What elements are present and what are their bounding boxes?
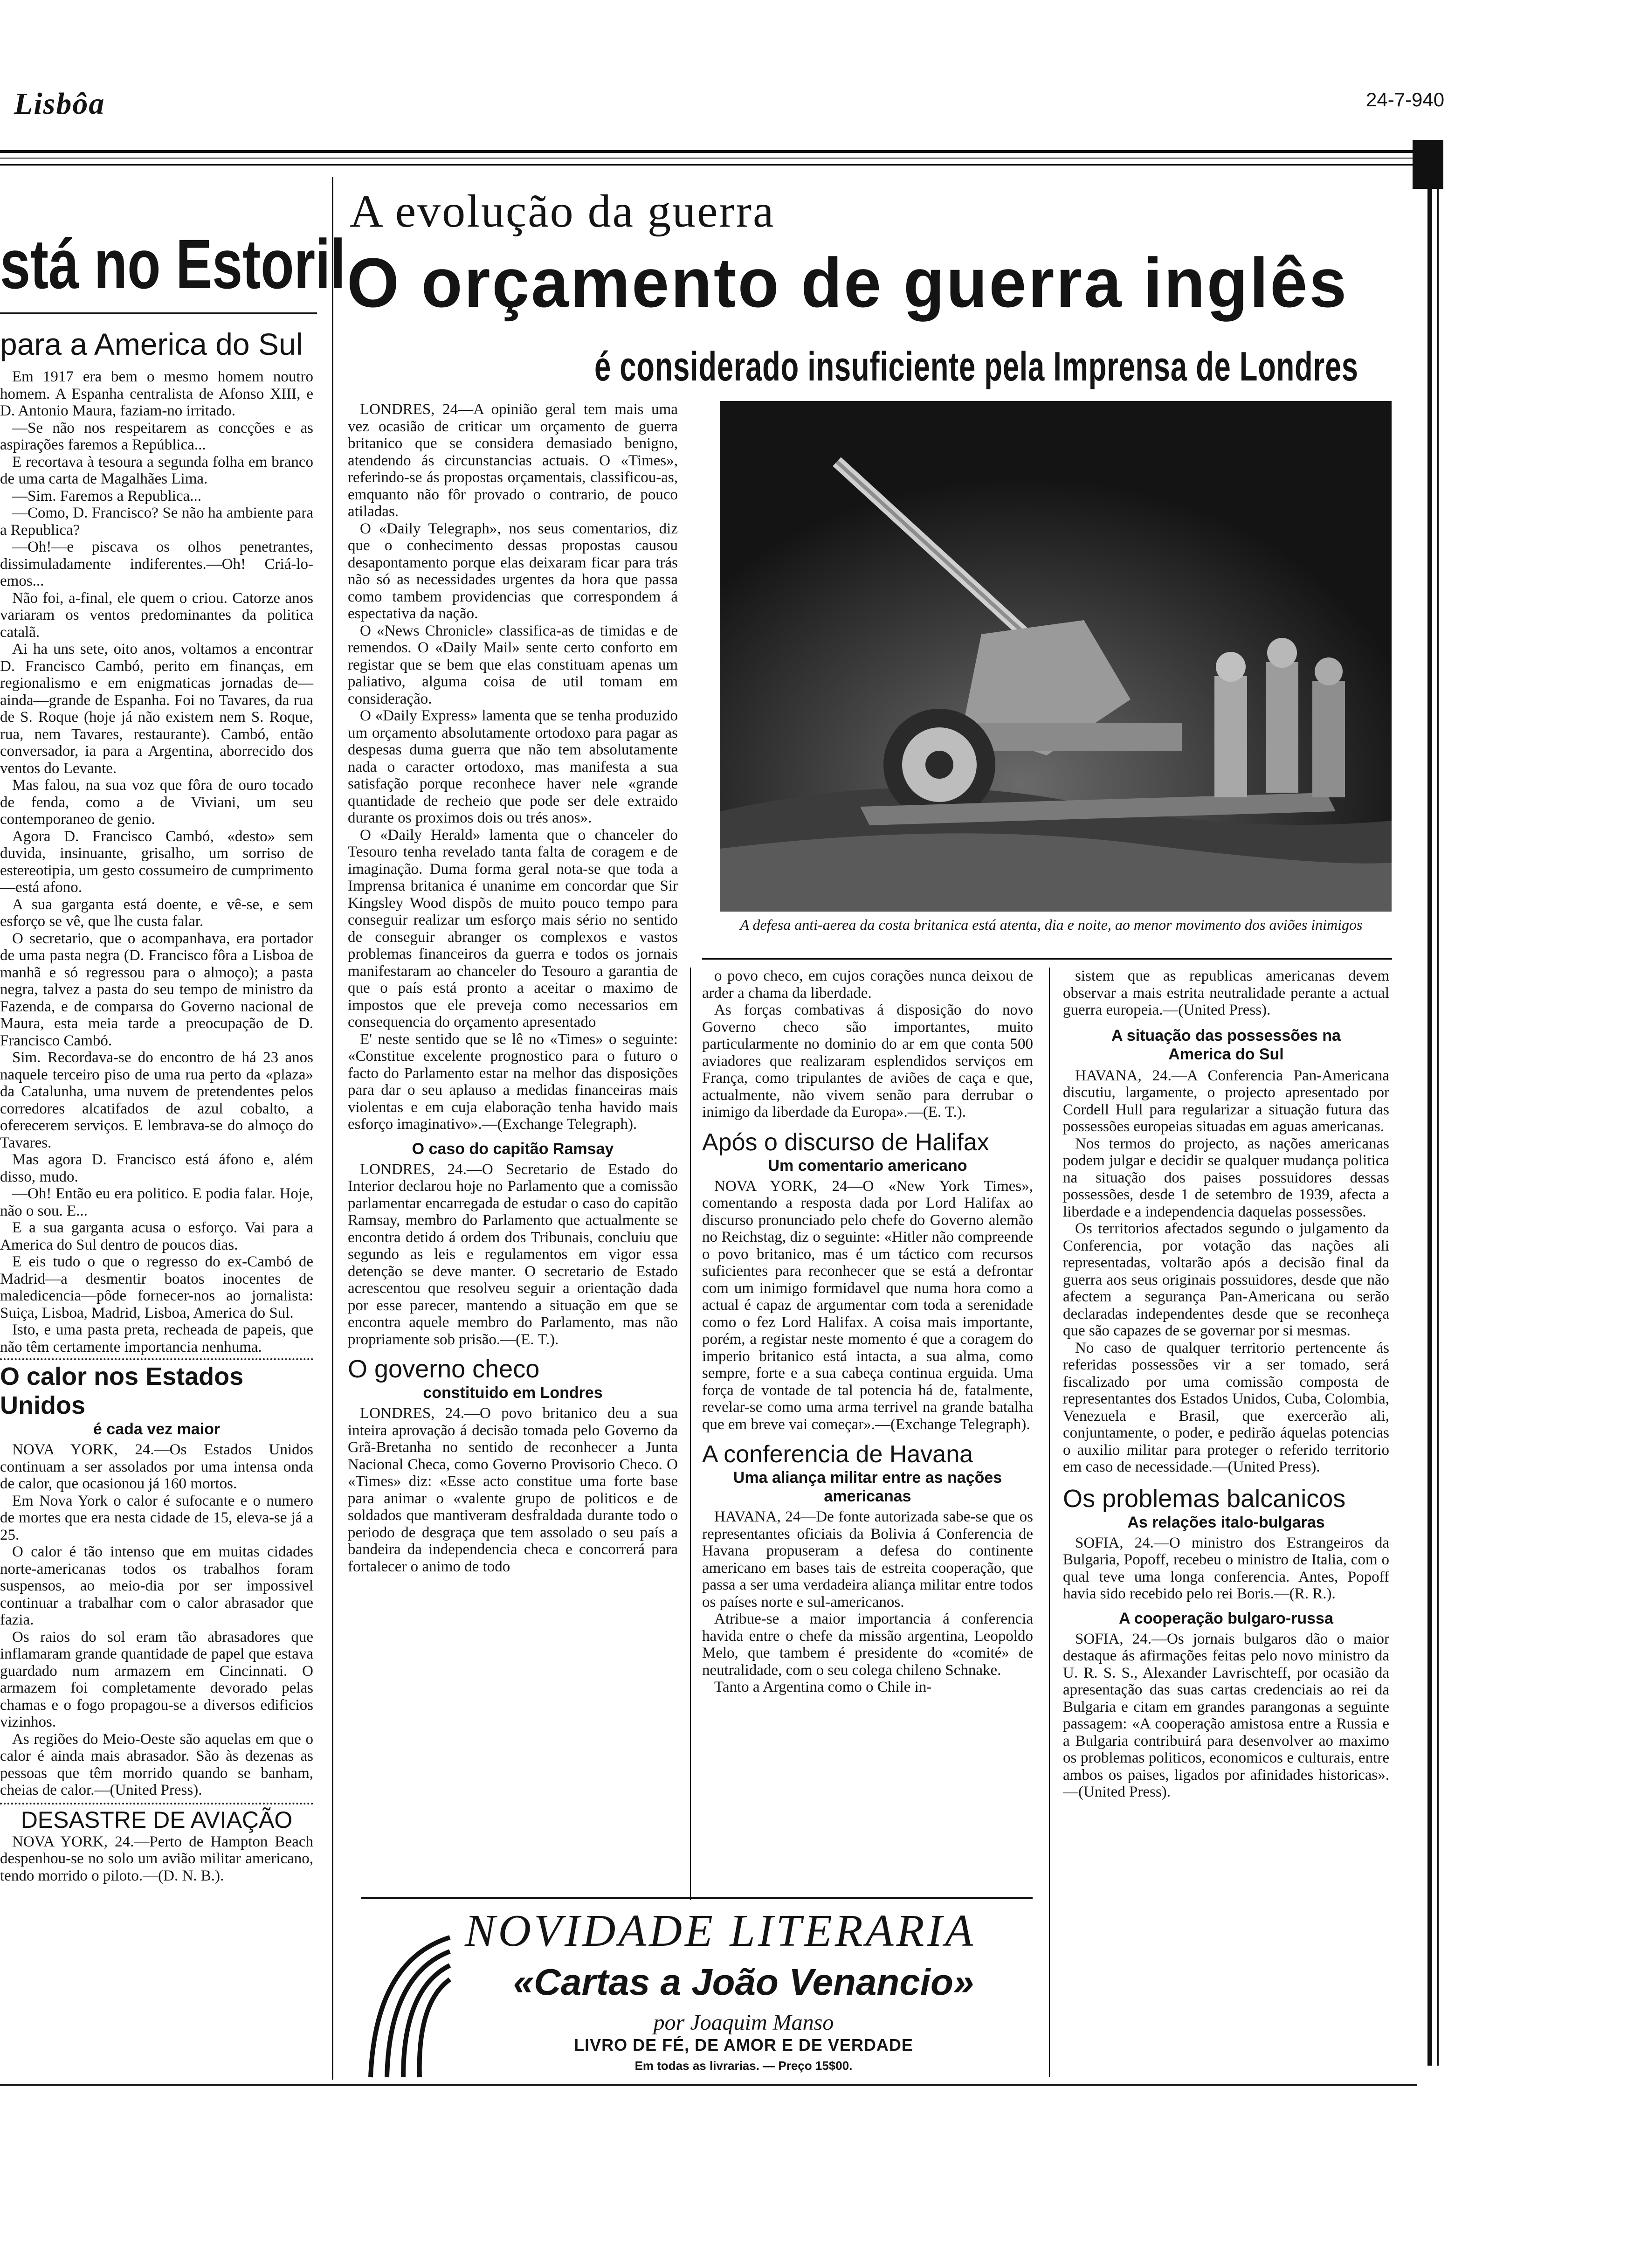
paragraph: Em 1917 era bem o mesmo homem noutro homem. A Espanha centralista de Afonso XIII, e D. Antonio Maura, faziam-no irritado. xyxy=(0,368,313,419)
possessoes-headline: A situação das possessões na America do Sul xyxy=(1111,1026,1341,1063)
paragraph: As forças combativas á disposição do novo Governo checo são importantes, muito particularmente no dominio do ar em que conta 500 aviadores que realizaram esplendidos serviços em França, como tripulantes de aviões de caça e que, actualmente, não vivem senão para derrubar o inimigo da liberdade da Europa».—(E. T.). xyxy=(702,1002,1033,1120)
main-subhead: é considerado insuficiente pela Imprensa de Londres xyxy=(594,343,1358,389)
book-advertisement xyxy=(361,1905,1033,2082)
paragraph: Os raios do sol eram tão abrasadores que inflamaram grande quantidade de papel que estava guardado num armazem em Cincinnati. O armazem foi completamente devorado pelas chamas e o fogo propagou-se a diversos edificios vizinhos. xyxy=(0,1628,313,1730)
havana-subhead: Uma aliança militar entre as nações americanas xyxy=(733,1469,1002,1505)
masthead-date: 24-7-940 xyxy=(1366,89,1445,111)
ad-tagline: LIVRO DE FÉ, DE AMOR E DE VERDADE xyxy=(574,2035,913,2054)
dotted-separator xyxy=(0,1358,313,1360)
paragraph: LONDRES, 24.—O Secretario de Estado do Interior declarou hoje no Parlamento que a comissão parlamentar encarregada de estudar o caso do capitão Ramsay, membro do Parlamento que actualmente se encontra detido á ordem dos Tribunais, concluiu que segundo as leis e regulamentos em vigor essa detenção se deve manter. O secretario de Estado acrescentou que resolveu seguir a orientação dada por esse parecer, mantendo a situação em que se encontra aquele membro do Parlamento, mas não propriamente sob prisão.—(E. T.). xyxy=(348,1161,678,1348)
paragraph: —Oh!—e piscava os olhos penetrantes, dissimuladamente indiferentes.—Oh! Criá-lo-emos... xyxy=(0,539,313,589)
paragraph: Mas agora D. Francisco está áfono e, além disso, mudo. xyxy=(0,1151,313,1185)
paragraph: NOVA YORK, 24—O «New York Times», comentando a resposta dada por Lord Halifax ao discurso pronunciado pelo chefe do Governo alemão no Reichstag, diz o seguinte: «Hitler não compreende o povo britanico, mas é um táctico com recursos suficientes para reconhecer que se está a defrontar com um inimigo formidavel que numa hora como a actual é capaz de argumentar com toda a serenidade como o fez Lord Halifax. A coisa mais importante, porém, a registar neste momento é que a coragem do imperio britanico está intacta, a sua alma, como sempre, forte e a sua cabeça continua erguida. Uma força de vontade de tal potencia há de, fatalmente, revelar-se como uma arma terrivel na grande batalha que em breve vai começar».—(Exchange Telegraph). xyxy=(702,1177,1033,1433)
paragraph: —Se não nos respeitarem as concções e as aspirações faremos a República... xyxy=(0,419,313,453)
calor-subhead: é cada vez maior xyxy=(93,1420,221,1438)
paragraph: O «Daily Express» lamenta que se tenha produzido um orçamento absolutamente ortodoxo para pagar as despesas duma guerra que não tem absolutamente nada o caracter ortodoxo, mas manifesta a sua satisfação porque reconhece haver nele «grande quantidade de recheio que pode ser dele extraido durante os proximos dois ou trés anos». xyxy=(348,707,678,826)
paragraph: E eis tudo o que o regresso do ex-Cambó de Madrid—a desmentir boatos inocentes de maledicencia—pôde fornecer-nos ao jornalista: Suiça, Lisboa, Madrid, Lisboa, America do Sul. xyxy=(0,1253,313,1321)
main-headline: O orçamento de guerra inglês xyxy=(347,243,1349,322)
paragraph: Os territorios afectados segundo o julgamento da Conferencia, por votação das nações ali representadas, voltarão após a decisão final da guerra aos seus originais possuidores, desde que não afectem a segurança Pan-Americana ou serão declaradas independentes desde que se reconheça que são capazes de se governar por si mesmas. xyxy=(1063,1220,1389,1339)
checo-subhead: constituido em Londres xyxy=(423,1384,603,1402)
column-divider xyxy=(332,177,333,2080)
left-headline: stá no Estoril xyxy=(0,225,346,303)
paragraph: HAVANA, 24—De fonte autorizada sabe-se que os representantes oficiais da Bolivia á Conferencia de Havana propuseram a defesa do continente americano em bases tais de estreita cooperação, que passa a ser uma verdadeira aliança militar entre todos os países norte e sul-americanos. xyxy=(702,1508,1033,1611)
paragraph: Agora D. Francisco Cambó, «desto» sem duvida, insinuante, grisalho, um sorriso de estereotipia, um gesto cossumeiro de cumprimento—está afono. xyxy=(0,828,313,896)
margin-border-thin xyxy=(1437,187,1439,2066)
paragraph: Não foi, a-final, ele quem o criou. Catorze anos variaram os ventos predominantes da politica catalã. xyxy=(0,589,313,641)
paragraph: Isto, e uma pasta preta, recheada de papeis, que não têm certamente importancia nenhuma. xyxy=(0,1321,313,1355)
paragraph: Sim. Recordava-se do encontro de há 23 anos naquele terceiro piso de uma rua perto da «plaza» da Catalunha, uma nuvem de pretendentes pelos corredores alcatifados de azul cobalto, a oferecerem serviços. E lembrava-se do almoço do Tavares. xyxy=(0,1049,313,1151)
paragraph: O secretario, que o acompanhava, era portador de uma pasta negra (D. Francisco fôra a Lisboa de manhã e só regressou para o almoço); a pasta negra, talvez a pasta do seu tempo de ministro da Fazenda, e de comparsa do Governo nacional de Maura, esta meia tarde a preocupação de D. Francisco Cambó. xyxy=(0,930,313,1049)
left-subhead: para a America do Sul xyxy=(0,327,303,361)
paragraph: E a sua garganta acusa o esforço. Vai para a America do Sul dentro de poucos dias. xyxy=(0,1219,313,1253)
paragraph: o povo checo, em cujos corações nunca deixou de arder a chama da liberdade. xyxy=(702,968,1033,1002)
paragraph: Nos termos do projecto, as nações americanas podem julgar e decidir se qualquer mudança politica na situação dos paises possuidores dessas possessões, desde 1 de setembro de 1939, afecta a liberdade e a independencia daquelas possessões. xyxy=(1063,1135,1389,1220)
ad-book-title: «Cartas a João Venancio» xyxy=(513,1961,974,2003)
paragraph: LONDRES, 24.—O povo britanico deu a sua inteira aprovação á decisão tomada pelo Governo da Grã-Bretanha no sentido de reconhecer a Junta Nacional Checa, como Governo Provisorio Checo. O «Times» diz: «Esse acto constitue uma forte base para animar o «valente grupo de politicos e de soldados que mantiveram desfraldada durante todo o periodo de desgraça que tem assolado o seu país a bandeira da independencia checa e concorrerá para fortalecer o animo de todo xyxy=(348,1405,678,1575)
photo-caption: A defesa anti-aerea da costa britanica está atenta, dia e noite, ao menor movimento dos aviões inimigos xyxy=(740,916,1363,933)
ad-title: NOVIDADE LITERARIA xyxy=(465,1906,976,1956)
masthead-rule-thin xyxy=(0,158,1417,159)
kicker: A evolução da guerra xyxy=(350,185,775,237)
balcanicos-subhead: As relações italo-bulgaras xyxy=(1127,1513,1325,1531)
left-column xyxy=(0,368,313,1884)
paragraph: Ai ha uns sete, oito anos, voltamos a encontrar D. Francisco Cambó, perito em finanças, em regionalismo e em enigmaticas jornadas de—ainda—grande de Espanha. Foi no Tavares, da rua de S. Roque (hoje já não existem nem S. Roque, rua, nem Tavares, restaurante). Cambó, então conversador, ia para a Argentina, aborrecido dos ventos do Levante. xyxy=(0,641,313,777)
ad-price: Em todas as livrarias. — Preço 15$00. xyxy=(634,2059,853,2073)
column-divider xyxy=(1049,968,1050,2077)
paragraph: Atribue-se a maior importancia á conferencia havida entre o chefe da missão argentina, Leopoldo Melo, que tambem é presidente do «comité» de neutralidade, com o seu colega chileno Schnake. xyxy=(702,1611,1033,1679)
paragraph: Tanto a Argentina como o Chile in- xyxy=(714,1679,932,1695)
paragraph: NOVA YORK, 24.—Os Estados Unidos continuam a ser assolados por uma intensa onda de calor, que ocasionou já 160 mortos. xyxy=(0,1441,313,1492)
cooperacao-headline: A cooperação bulgaro-russa xyxy=(1119,1609,1333,1627)
left-headline-rule xyxy=(0,312,317,314)
halifax-headline: Após o discurso de Halifax xyxy=(702,1128,989,1156)
paragraph: NOVA YORK, 24.—Perto de Hampton Beach despenhou-se no solo um avião militar americano, tendo morrido o piloto.—(D. N. B.). xyxy=(0,1833,313,1884)
desastre-headline: DESASTRE DE AVIAÇÃO xyxy=(21,1806,293,1833)
masthead-name: Lisbôa xyxy=(14,87,105,121)
paragraph: O «Daily Telegraph», nos seus comentarios, diz que o conhecimento dessas propostas causou desapontamento porque elas deixaram ficar para trás não só as necessidades urgentes da hora que passa como tambem providencias que correspondem á espectativa da nação. xyxy=(348,520,678,622)
column-c xyxy=(702,968,1033,1696)
paragraph: —Como, D. Francisco? Se não ha ambiente para a Republica? xyxy=(0,505,313,539)
anti-aircraft-gun-photo xyxy=(720,401,1392,912)
paragraph: O calor é tão intenso que em muitas cidades norte-americanas todos os trabalhos foram suspensos, ao meio-dia por ser impossivel continuar a trabalhar com o calor abrasador que fazia. xyxy=(0,1543,313,1628)
paragraph: O «Daily Herald» lamenta que o chanceler do Tesouro tenha revelado tanta falta de coragem e de imaginação. Duma forma geral nota-se que toda a Imprensa britanica é unanime em concordar que Sir Kingsley Wood dispõs de muito pouco tempo para conseguir realizar um esforço mais sério no sentido de conseguir abranger os complexos e vastos problemas financeiros da guerra e todos os jornais manifestaram ao chanceler do Tesouro a garantia de que o país está pronto a aceitar o maximo de impostos que ele preveja como necessarios em consequencia do orçamento apresentado xyxy=(348,826,678,1030)
paragraph: A sua garganta está doente, e vê-se, e sem esforço se vê, que lhe custa falar. xyxy=(0,896,313,930)
margin-border xyxy=(1427,187,1432,2066)
paragraph: SOFIA, 24.—Os jornais bulgaros dão o maior destaque ás afirmações feitas pelo novo ministro da U. R. S. S., Alexander Lavrischteff, por ocasião da apresentação das suas cartas credenciais ao rei da Bulgaria e citam em grandes parangonas a seguinte passagem: «A cooperação amistosa entre a Russia e a Bulgaria contribuirá para desenvolver ao maximo os problemas politicos, economicos e culturais, entre ambos os paises, ligados por afinidades historicas».—(United Press). xyxy=(1063,1630,1389,1800)
paragraph: LONDRES, 24—A opinião geral tem mais uma vez ocasião de criticar um orçamento de guerra britanico que se considera demasiado benigno, atendendo ás circunstancias actuais. O «Times», referindo-se ás propostas orçamentais, classificou-as, emquanto não fôr provado o contrario, de pouco atiladas. xyxy=(348,401,678,520)
paragraph: sistem que as republicas americanas devem observar a mais estrita neutralidade perante a actual guerra europeia.—(United Press). xyxy=(1063,968,1389,1018)
ramsay-headline: O caso do capitão Ramsay xyxy=(412,1140,614,1158)
paragraph: Mas falou, na sua voz que fôra de ouro tocado de fenda, como a de Viviani, um seu contemporaneo de genio. xyxy=(0,777,313,828)
paragraph: As regiões do Meio-Oeste são aquelas em que o calor é ainda mais abrasador. São às dezenas as pessoas que têm morrido quando se banham, cheias de calor.—(United Press). xyxy=(0,1730,313,1798)
photo-rule xyxy=(702,958,1392,960)
page-bottom-rule xyxy=(0,2084,1417,2086)
paragraph: HAVANA, 24.—A Conferencia Pan-Americana discutiu, largamente, o projecto apresentado por Cordell Hull para regularizar a situação futura das possessões europeias situadas em aguas americanas. xyxy=(1063,1067,1389,1135)
paragraph: —Sim. Faremos a Republica... xyxy=(12,487,202,505)
column-d xyxy=(1063,968,1389,1801)
ad-top-rule xyxy=(361,1897,1033,1899)
masthead-rule xyxy=(0,150,1417,153)
calor-headline: O calor nos Estados Unidos xyxy=(0,1362,244,1419)
balcanicos-headline: Os problemas balcanicos xyxy=(1063,1484,1346,1513)
halifax-subhead: Um comentario americano xyxy=(768,1156,967,1175)
paragraph: No caso de qualquer territorio pertencente ás referidas possessões vir a ser tomado, será fiscalizado por uma comissão composta de representantes dos Estados Unidos, Cuba, Colombia, Venezuela e Brasil, que exercerão ali, conjuntamente, o poder, e pedirão áquelas potencias o auxilio militar para proteger o referido territorio em caso de necessidade.—(United Press). xyxy=(1063,1339,1389,1475)
paragraph: O «News Chronicle» classifica-as de timidas e de remendos. O «Daily Mail» sente certo conforto em registar que se bem que elas constituam apenas um paliativo, alguma coisa de util tomam em consideração. xyxy=(348,622,678,707)
masthead-rule-under xyxy=(0,164,1417,166)
paragraph: E recortava à tesoura a segunda folha em branco de uma carta de Magalhães Lima. xyxy=(0,453,313,487)
dotted-separator xyxy=(0,1803,313,1805)
photo-illustration xyxy=(720,401,1392,912)
paragraph: SOFIA, 24.—O ministro dos Estrangeiros da Bulgaria, Popoff, recebeu o ministro de Italia, com o qual teve uma longa conferencia. Antes, Popoff havia sido recebido pelo rei Boris.—(R. R.). xyxy=(1063,1534,1389,1602)
main-column xyxy=(348,401,678,1575)
paragraph: —Oh! Então eu era politico. E podia falar. Hoje, não o sou. E... xyxy=(0,1185,313,1219)
paragraph: E' neste sentido que se lê no «Times» o seguinte: «Constitue excelente prognostico para o futuro o facto do Parlamento estar na melhor das disposições para dar o seu aplauso a medidas financeiras mais violentas e em cuja elaboração tenha havido mais esforço imaginativo».—(Exchange Telegraph). xyxy=(348,1030,678,1133)
ad-author: por Joaquim Manso xyxy=(653,2010,834,2035)
column-divider xyxy=(690,968,691,1900)
checo-headline: O governo checo xyxy=(348,1355,540,1383)
havana-headline: A conferencia de Havana xyxy=(702,1441,973,1468)
margin-block xyxy=(1413,140,1443,189)
paragraph: Em Nova York o calor é sufocante e o numero de mortes que era nesta cidade de 15, eleva-se já a 25. xyxy=(0,1492,313,1543)
